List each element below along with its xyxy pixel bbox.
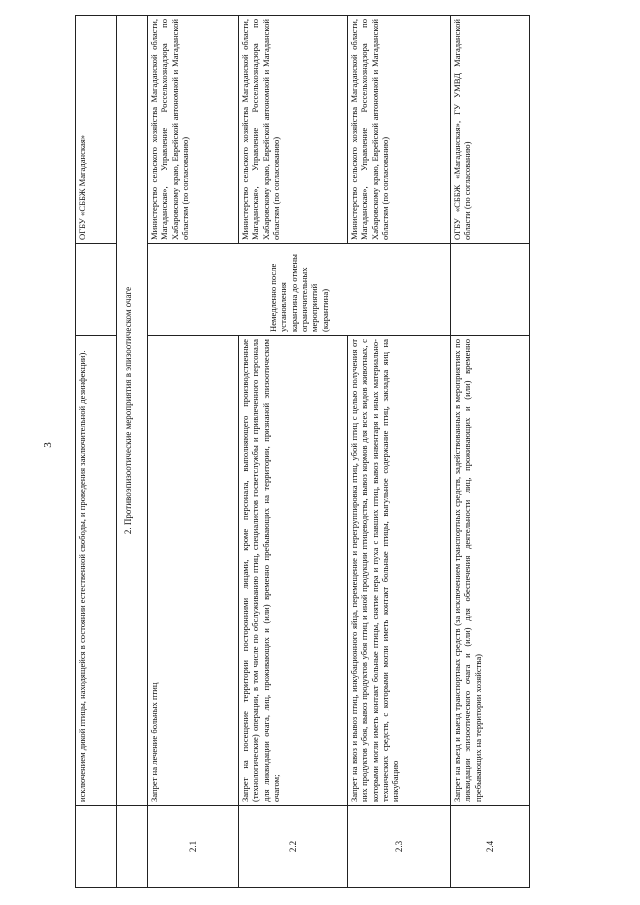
responsible-text: Министерство сельского хозяйства Магаданской области, Магаданская», Управление Россельхознадзора по Хабаровскому краю, Еврейской автономной и Магаданской областям (по согласованию) xyxy=(239,16,348,244)
measure-text: исключением дикой птицы, находящейся в состоянии естественной свободы, и проведения заключительной дезинфекции). xyxy=(76,336,117,806)
row-number: 2.2 xyxy=(239,806,348,888)
section-header-row xyxy=(117,16,148,888)
table-row xyxy=(148,16,239,888)
responsible-text: Министерство сельского хозяйства Магаданской области, Магаданская», Управление Россельхознадзора по Хабаровскому краю, Еврейской автономной и Магаданской областям (по согласованию) xyxy=(148,16,239,244)
row-number: 2.4 xyxy=(451,806,530,888)
deadline-cell xyxy=(451,244,530,336)
row-number-cell xyxy=(117,806,148,888)
table-row xyxy=(239,16,348,888)
deadline-cell xyxy=(76,244,117,336)
table-row xyxy=(348,16,451,888)
measure-text: Запрет на ввоз и вывоз птиц, инкубационного яйца, перемещение и перегруппировка птиц, убой птиц с целью получения от них продуктов убоя, вывоз продуктов убоя птиц и иной продукции птицеводства, вывоз кормов для всех видов животных, с которыми могли иметь контакт больные птицы, снятие пера и пуха с павших птиц, вывоз инвентаря и иных материально-технических средств, с которыми могли иметь контакт больные птицы, выгульное содержание птиц, закладка яиц на инкубацию xyxy=(348,336,451,806)
responsible-text: Министерство сельского хозяйства Магаданской области, Магаданская», Управление Россельхознадзора по Хабаровскому краю, Еврейской автономной и Магаданской областям (по согласованию) xyxy=(348,16,451,244)
row-number: 2.3 xyxy=(348,806,451,888)
table-row xyxy=(76,16,117,888)
measures-table xyxy=(75,15,530,888)
measure-text: Запрет на въезд и выезд транспортных средств (за исключением транспортных средств, задействованных в мероприятиях по ликвидации эпизоотического очага и (или) для обеспечения деятельности лиц, проживающих и (или) временно пребывающих на территории хозяйства) xyxy=(451,336,530,806)
page-number: 3 xyxy=(41,442,54,448)
measure-text: Запрет на лечение больных птиц xyxy=(148,336,239,806)
deadline-text: Немедленно после установления карантина до отмены ограничительных мероприятий (карантина) xyxy=(148,244,451,336)
measure-text: Запрет на посещение территории посторонними лицами, кроме персонала, выполняющего производственные (технологические) операции, в том числе по обслуживанию птиц, специалистов госветслужбы и привлеченного персонала для ликвидации очага, лиц, проживающих и (или) временно пребывающих на территории, признаной эпизоотическим очагом; xyxy=(239,336,348,806)
responsible-text: ОГБУ «СББЖ Магаданская» xyxy=(76,16,117,244)
section-title: 2. Противоэпизоотические мероприятия в эпизоотическом очаге xyxy=(117,16,148,806)
rotated-page-content xyxy=(75,16,515,888)
responsible-text: ОГБУ «СББЖ «Магаданская», ГУ УМВД Магаданской области (по согласованию) xyxy=(451,16,530,244)
row-number: 2.1 xyxy=(148,806,239,888)
row-number-cell xyxy=(76,806,117,888)
table-row xyxy=(451,16,530,888)
